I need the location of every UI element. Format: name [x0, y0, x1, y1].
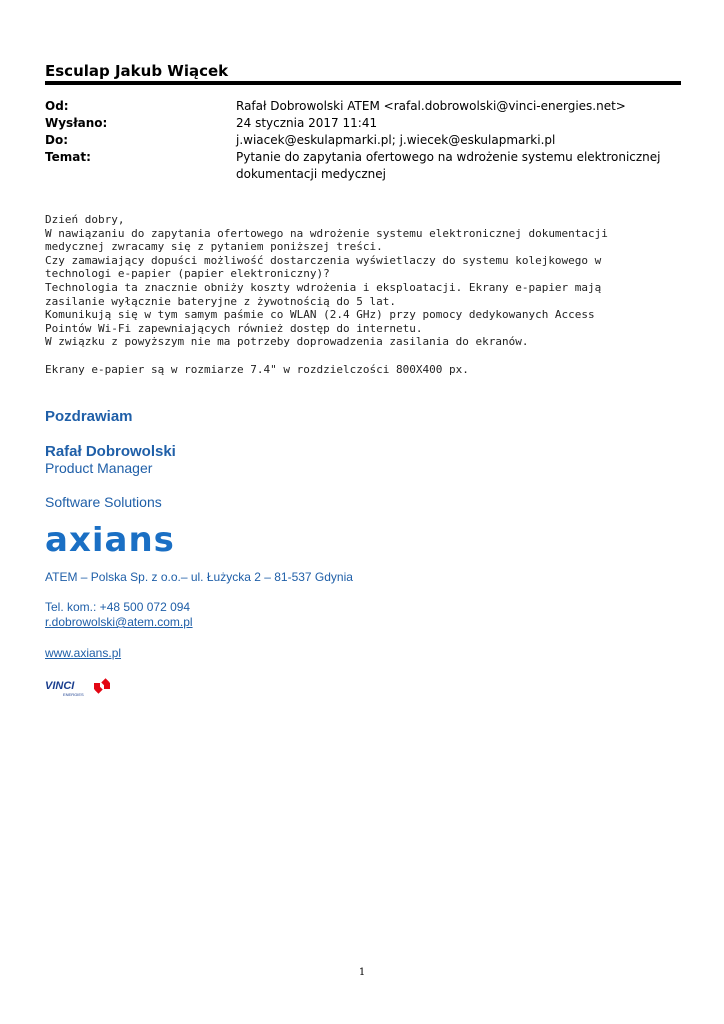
body-line: Komunikują się w tym samym paśmie co WLAN (2.4 GHz) przy pomocy dedykowanych Access	[45, 308, 595, 322]
header-rule	[45, 81, 681, 85]
meta-value: Pytanie do zapytania ofertowego na wdrożenie systemu elektronicznej dokumentacji medycznej	[236, 150, 661, 181]
meta-value: 24 stycznia 2017 11:41	[236, 116, 378, 130]
body-line: Technologia ta znacznie obniży koszty wdrożenia i eksploatacji. Ekrany e-papier mają	[45, 280, 602, 294]
meta-row-to	[45, 132, 681, 149]
meta-row-subject	[45, 149, 681, 183]
email-body	[45, 213, 681, 376]
body-line: Dzień dobry,	[45, 213, 125, 226]
signature-greeting: Pozdrawiam	[45, 408, 133, 425]
body-line: Ekrany e-papier są w rozmiarze 7.4" w rozdzielczości 800X400 px.	[45, 362, 469, 376]
page-number: 1	[358, 967, 366, 978]
signature-website-link[interactable]: www.axians.pl	[45, 646, 122, 660]
signature-title: Product Manager	[45, 460, 153, 476]
body-line: Pointów Wi-Fi zapewniających również dostęp do internetu.	[45, 321, 423, 335]
meta-row-sent	[45, 115, 681, 132]
signature-phone: Tel. kom.: +48 500 072 094	[45, 600, 191, 614]
vinci-mark-icon	[94, 678, 110, 694]
meta-label: Od:	[45, 99, 69, 113]
axians-logo	[45, 526, 190, 559]
axians-logo-text: axians	[45, 526, 175, 554]
body-line: W nawiązaniu do zapytania ofertowego na wdrożenie systemu elektronicznej dokumentacji	[45, 226, 608, 240]
meta-value: Rafał Dobrowolski ATEM <rafal.dobrowolski@vinci-energies.net>	[236, 99, 626, 113]
body-line	[45, 349, 681, 363]
vinci-energies-text: ENERGIES	[63, 692, 84, 697]
signature-email-link[interactable]: r.dobrowolski@atem.com.pl	[45, 615, 193, 629]
signature-name: Rafał Dobrowolski	[45, 443, 176, 460]
meta-label: Wysłano:	[45, 116, 108, 130]
body-line: technologi e-papier (papier elektroniczny)?	[45, 267, 330, 281]
signature-department: Software Solutions	[45, 494, 162, 510]
meta-label: Temat:	[45, 150, 91, 164]
body-line: W związku z powyższym nie ma potrzeby doprowadzenia zasilania do ekranów.	[45, 335, 529, 349]
body-line: Czy zamawiający dopuści możliwość dostarczenia wyświetlaczy do systemu kolejkowego w	[45, 253, 602, 267]
signature-address: ATEM – Polska Sp. z o.o.– ul. Łużycka 2 – 81-537 Gdynia	[45, 570, 353, 584]
vinci-energies-logo	[45, 677, 117, 704]
email-meta	[45, 98, 681, 183]
sender-name-header: Esculap Jakub Wiącek	[45, 62, 229, 80]
body-line: medycznej zwracamy się z pytaniem poniższej treści.	[45, 240, 383, 254]
body-line: zasilanie wyłącznie bateryjne z żywotnością do 5 lat.	[45, 294, 396, 308]
meta-row-from	[45, 98, 681, 115]
meta-label: Do:	[45, 133, 69, 147]
meta-value: j.wiacek@eskulapmarki.pl; j.wiecek@eskulapmarki.pl	[236, 133, 556, 147]
vinci-logo-text: VINCI	[45, 680, 75, 692]
